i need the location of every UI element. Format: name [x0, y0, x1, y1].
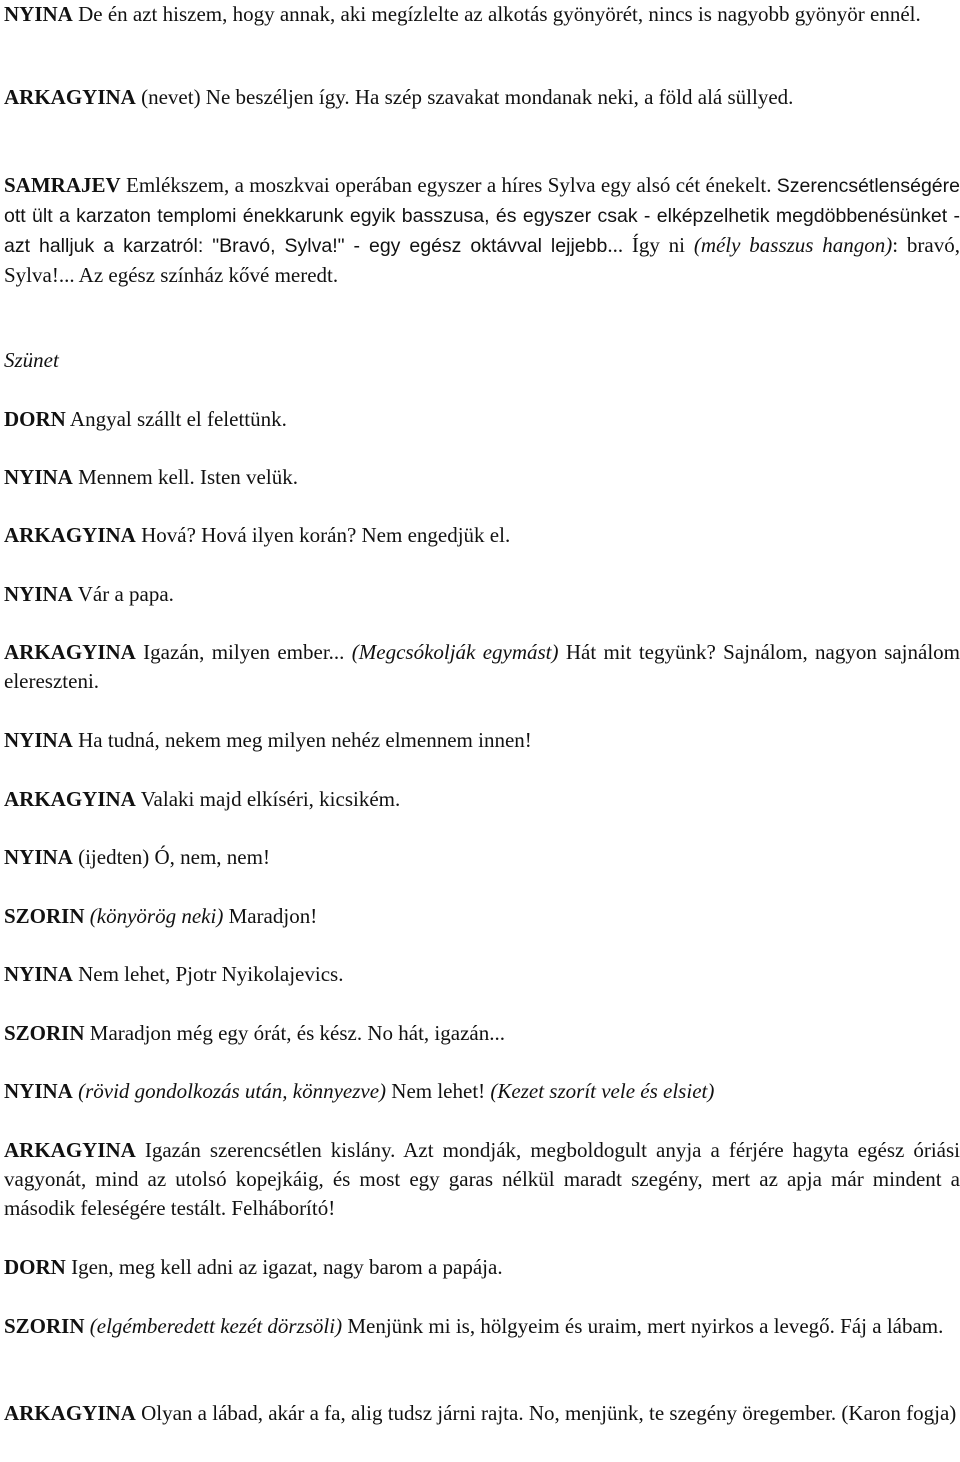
paragraph — [4, 1077, 960, 1106]
dialogue-text: Igazán, milyen ember... — [135, 640, 352, 664]
paragraph — [4, 638, 960, 696]
dialogue-text: Igen, meg kell adni az igazat, nagy barom a papája. — [65, 1255, 503, 1279]
speaker-name: NYINA — [4, 845, 73, 869]
paragraph — [4, 902, 960, 931]
dialogue-text: Szerencsétlenségére ott ült a karzaton templomi énekkarunk egyik basszusa, és egyszer csak - elképzelhetik megdöbbenésünket - azt halljuk a karzatról: "Bravó, Sylva!" - egy egész oktávval lejjebb — [4, 175, 960, 257]
speaker-name: SAMRAJEV — [4, 173, 121, 197]
dialogue-text: Ha tudná, nekem meg milyen nehéz elmennem innen! — [72, 728, 532, 752]
paragraph — [4, 521, 960, 550]
speaker-name: NYINA — [4, 728, 73, 752]
paragraph — [4, 843, 960, 872]
dialogue-text: Nem lehet! — [386, 1079, 491, 1103]
dialogue-text: Valaki majd elkíséri, kicsikém. — [135, 787, 401, 811]
dialogue-text: Maradjon még egy órát, és kész. No hát, igazán... — [84, 1021, 505, 1045]
paragraph — [4, 960, 960, 989]
speaker-name: DORN — [4, 407, 66, 431]
speaker-name: ARKAGYINA — [4, 85, 136, 109]
speaker-name: NYINA — [4, 465, 73, 489]
dialogue-text: Maradjon! — [223, 904, 318, 928]
speaker-name: SZORIN — [4, 1021, 85, 1045]
paragraph — [4, 1253, 960, 1282]
dialogue-text: Hát mit tegyünk? Sajnálom, nagyon sajnálom elereszteni. — [4, 640, 960, 693]
speaker-name: ARKAGYINA — [4, 787, 136, 811]
dialogue-text: De én azt hiszem, hogy annak, aki megízlelte az alkotás gyönyörét, nincs is nagyobb gyönyör ennél. — [72, 2, 921, 26]
paragraph — [4, 1019, 960, 1048]
paragraph — [4, 785, 960, 814]
paragraph — [4, 1312, 960, 1341]
dialogue-text: ... Így ni — [607, 233, 694, 257]
speaker-name: NYINA — [4, 2, 73, 26]
paragraph — [4, 1136, 960, 1223]
paragraph — [4, 1399, 960, 1428]
dialogue-text: Vár a papa. — [72, 582, 174, 606]
speaker-name: SZORIN — [4, 1314, 85, 1338]
paragraph — [4, 726, 960, 755]
dialogue-text: : bravó, Sylva!... Az egész színház kővé meredt. — [4, 233, 960, 287]
paragraph — [4, 83, 960, 112]
dialogue-text: Hová? Hová ilyen korán? Nem engedjük el. — [135, 523, 511, 547]
speaker-name: SZORIN — [4, 904, 85, 928]
paragraph — [4, 580, 960, 609]
dialogue-text: (nevet) Ne beszéljen így. Ha szép szavakat mondanak neki, a föld alá süllyed. — [135, 85, 794, 109]
stage-direction: (Megcsókolják egymást) — [351, 640, 559, 664]
paragraph — [4, 171, 960, 290]
paragraph — [4, 405, 960, 434]
dialogue-text: Olyan a lábad, akár a fa, alig tudsz járni rajta. No, menjünk, te szegény öregember. (Karon fogja) — [135, 1401, 957, 1425]
speaker-name: ARKAGYINA — [4, 640, 136, 664]
stage-direction: (könyörög neki) — [89, 904, 224, 928]
paragraph — [4, 0, 960, 29]
speaker-name: ARKAGYINA — [4, 523, 136, 547]
stage-direction: (elgémberedett kezét dörzsöli) — [89, 1314, 343, 1338]
dialogue-text: Menjünk mi is, hölgyeim és uraim, mert nyirkos a levegő. Fáj a lábam. — [342, 1314, 944, 1338]
stage-direction: (mély basszus hangon) — [693, 233, 893, 257]
dialogue-text: (ijedten) Ó, nem, nem! — [72, 845, 270, 869]
paragraph — [4, 463, 960, 492]
speaker-name: ARKAGYINA — [4, 1138, 136, 1162]
stage-direction: Szünet — [4, 348, 59, 372]
stage-direction: (Kezet szorít vele és elsiet) — [490, 1079, 715, 1103]
dialogue-text: Angyal szállt el felettünk. — [65, 407, 287, 431]
dialogue-text: Nem lehet, Pjotr Nyikolajevics. — [72, 962, 344, 986]
speaker-name: ARKAGYINA — [4, 1401, 136, 1425]
dialogue-text: Igazán szerencsétlen kislány. Azt mondják, megboldogult anyja a férjére hagyta egész óriási vagyonát, mind az utolsó kopejkáig, és most egy garas nélkül maradt szegény, mert az apja már mindent a második feleségére testált. Felháborító! — [4, 1138, 960, 1220]
speaker-name: NYINA — [4, 1079, 73, 1103]
speaker-name: DORN — [4, 1255, 66, 1279]
speaker-name: NYINA — [4, 582, 73, 606]
dialogue-text: Emlékszem, a moszkvai operában egyszer a híres Sylva egy alsó cét énekelt. — [120, 173, 777, 197]
speaker-name: NYINA — [4, 962, 73, 986]
paragraph — [4, 346, 960, 375]
dialogue-text: Mennem kell. Isten velük. — [72, 465, 298, 489]
stage-direction: (rövid gondolkozás után, könnyezve) — [78, 1079, 387, 1103]
